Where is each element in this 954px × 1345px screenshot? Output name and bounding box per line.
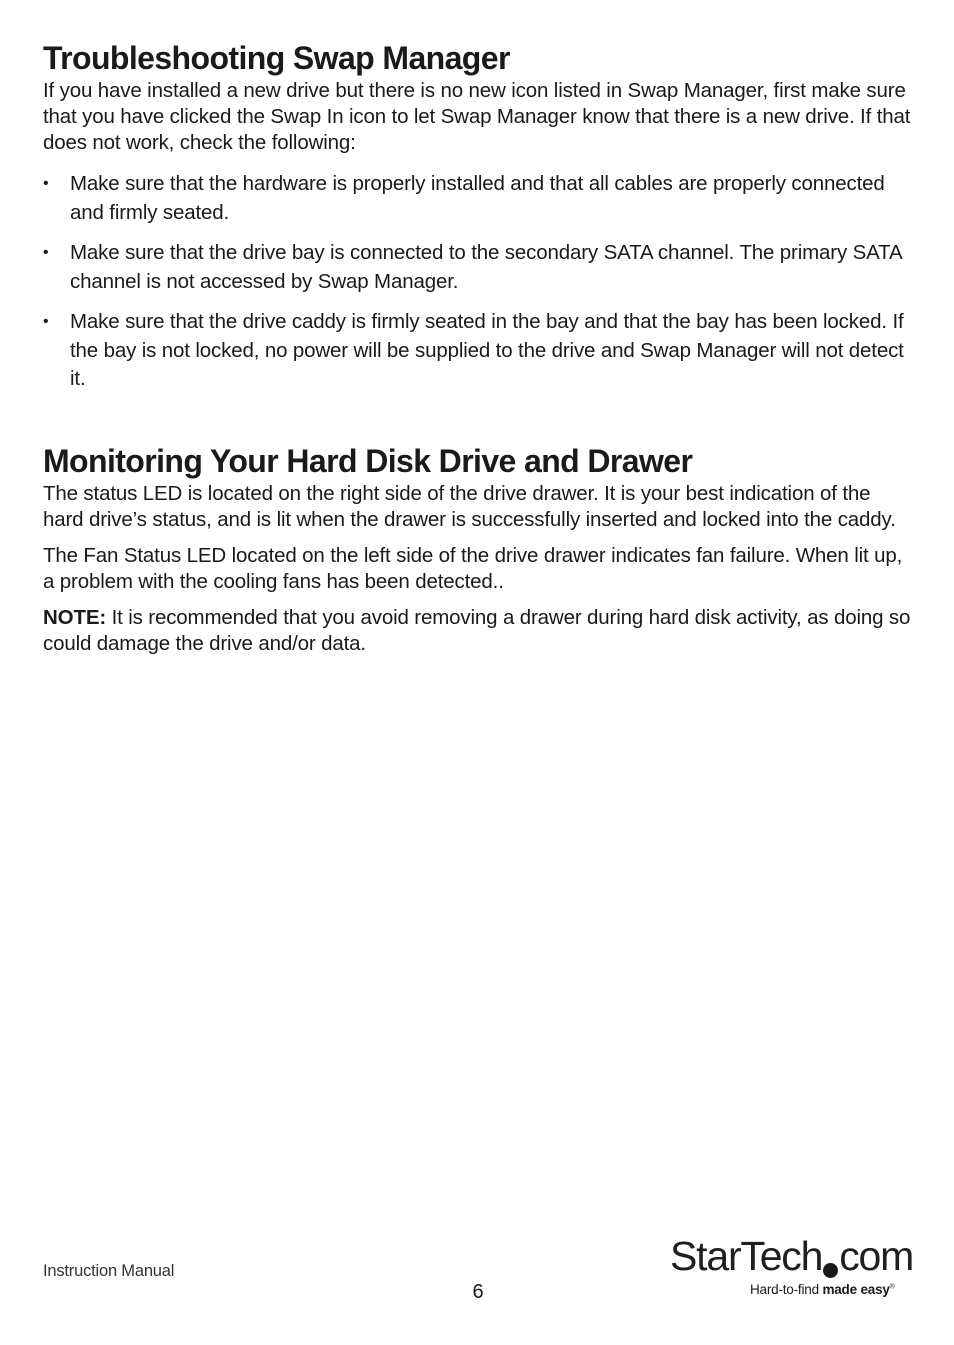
status-led-paragraph: The status LED is located on the right side of the drive drawer. It is your best indication of the hard drive’s status, and is lit when the drawer is successfully inserted and locked into the caddy. bbox=[43, 481, 896, 531]
checklist-item-text: Make sure that the hardware is properly installed and that all cables are properly connected and firmly seated. bbox=[70, 172, 885, 224]
footer-manual-label: Instruction Manual bbox=[43, 1262, 175, 1280]
bullet-icon: • bbox=[43, 244, 49, 261]
page-number: 6 bbox=[472, 1281, 484, 1303]
tagline-regular: Hard-to-find bbox=[750, 1282, 823, 1297]
registered-mark: ® bbox=[889, 1283, 895, 1291]
section-title-monitoring: Monitoring Your Hard Disk Drive and Drawer bbox=[43, 442, 693, 479]
logo-dot-icon bbox=[823, 1263, 838, 1278]
logo-text-right: com bbox=[839, 1233, 914, 1279]
checklist-item-text: Make sure that the drive caddy is firmly seated in the bay and that the bay has been locked. If the bay is not locked, no power will be supplied to the drive and Swap Manager will not detect it. bbox=[70, 310, 904, 390]
troubleshooting-checklist bbox=[43, 170, 913, 394]
checklist-item bbox=[43, 170, 913, 227]
note-label: NOTE: bbox=[43, 605, 107, 629]
fan-led-paragraph: The Fan Status LED located on the left side of the drive drawer indicates fan failure. When lit up, a problem with the cooling fans has been detected.. bbox=[43, 543, 903, 593]
note-paragraph bbox=[43, 605, 913, 657]
logo-tagline bbox=[750, 1282, 895, 1297]
troubleshooting-intro: If you have installed a new drive but there is no new icon listed in Swap Manager, first make sure that you have clicked the Swap In icon to let Swap Manager know that there is a new drive. If that does not work, check the following: bbox=[43, 79, 911, 154]
bullet-icon: • bbox=[43, 313, 49, 330]
logo-wordmark bbox=[670, 1228, 913, 1284]
checklist-item bbox=[43, 308, 913, 394]
bullet-icon: • bbox=[43, 175, 49, 192]
tagline-bold: made easy bbox=[822, 1282, 890, 1297]
note-text: It is recommended that you avoid removing a drawer during hard disk activity, as doing so could damage the drive and/or data. bbox=[43, 605, 911, 655]
checklist-item bbox=[43, 239, 913, 296]
section-title-troubleshooting: Troubleshooting Swap Manager bbox=[43, 40, 510, 76]
startech-logo bbox=[670, 1228, 915, 1308]
logo-text-left: StarTech bbox=[670, 1233, 823, 1279]
checklist-item-text: Make sure that the drive bay is connected to the secondary SATA channel. The primary SATA channel is not accessed by Swap Manager. bbox=[70, 241, 902, 293]
page-content bbox=[43, 38, 913, 657]
